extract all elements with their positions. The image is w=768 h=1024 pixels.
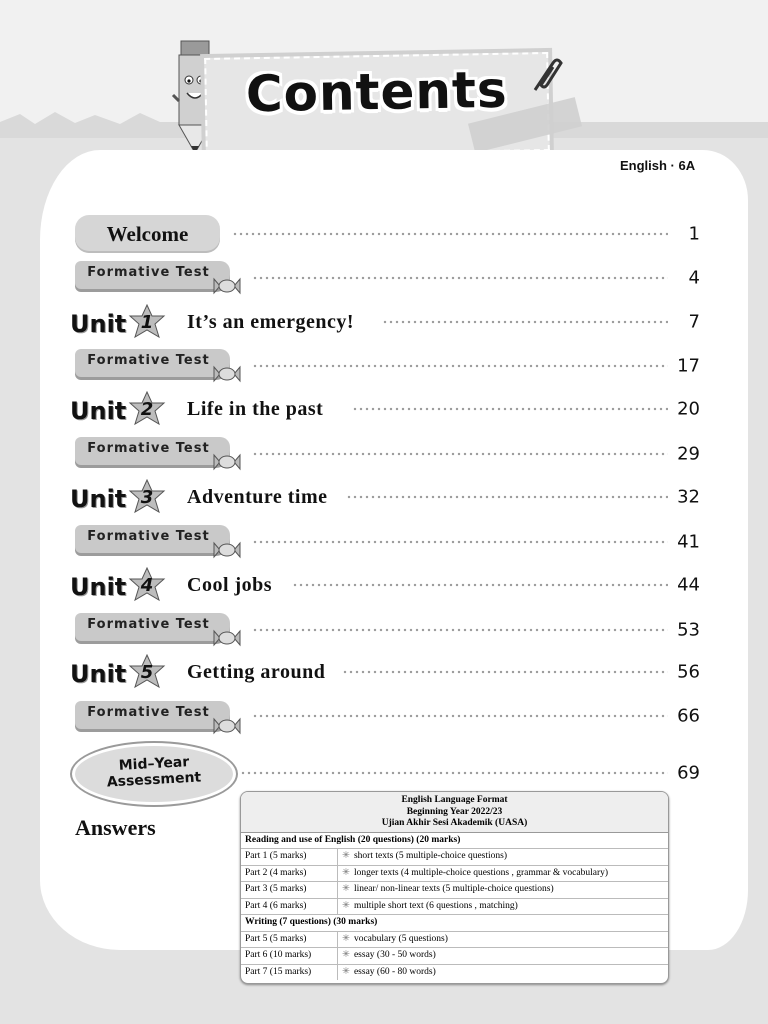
page-number: 44 (677, 574, 700, 596)
page-number: 56 (677, 661, 700, 683)
toc-row-mid-year[interactable] (0, 753, 768, 793)
page-title: Contents (245, 60, 509, 124)
table-row (241, 898, 668, 915)
dotted-leader (252, 451, 668, 457)
asterisk-icon: ✳ (342, 966, 350, 977)
toc-row-formative-test[interactable] (0, 696, 768, 736)
page-number: 4 (688, 267, 700, 289)
page-number: 1 (688, 223, 700, 245)
section-row (241, 833, 668, 849)
toc-row-welcome[interactable] (0, 214, 768, 254)
toc-row-unit-5[interactable] (0, 652, 768, 692)
format-heading (241, 792, 668, 833)
unit-title: Cool jobs (187, 574, 273, 596)
unit-title: Adventure time (187, 486, 328, 508)
book-series-label: English · 6A (620, 158, 696, 173)
table-row (241, 865, 668, 882)
asterisk-icon: ✳ (342, 851, 350, 861)
page-number: 29 (677, 443, 700, 465)
formative-test-label: Formative Test (87, 705, 210, 720)
page-number: 69 (677, 762, 700, 784)
desc-cell (338, 865, 669, 882)
page-number: 7 (688, 311, 700, 333)
toc-row-formative-test[interactable] (0, 610, 768, 650)
format-title-3: Ujian Akhir Sesi Akademik (UASA) (381, 818, 528, 828)
welcome-label: Welcome (75, 215, 220, 253)
desc-text: linear/ non-linear texts (5 multiple-choice questions) (353, 884, 554, 894)
page-number: 41 (677, 531, 700, 553)
page-number: 32 (677, 486, 700, 508)
asterisk-icon: ✳ (342, 884, 350, 894)
unit-number: 2 (140, 399, 154, 420)
part-cell: Part 4 (6 marks) (241, 898, 338, 915)
section-row (241, 915, 668, 932)
toc-row-formative-test[interactable] (0, 346, 768, 386)
table-row (241, 931, 668, 948)
unit-word: Unit (70, 573, 127, 601)
asterisk-icon: ✳ (342, 867, 350, 878)
dotted-leader (252, 363, 668, 369)
page-number: 53 (677, 619, 700, 641)
part-cell: Part 7 (15 marks) (241, 964, 338, 980)
part-cell: Part 6 (10 marks) (241, 948, 338, 965)
toc-row-unit-4[interactable] (0, 565, 768, 605)
part-cell: Part 3 (5 marks) (241, 882, 338, 899)
formative-test-label: Formative Test (87, 529, 210, 544)
formative-test-label: Formative Test (87, 441, 210, 456)
mid-year-line1: Mid–Year (118, 754, 190, 774)
mid-year-line2: Assessment (106, 769, 202, 791)
asterisk-icon: ✳ (342, 950, 350, 960)
desc-cell (338, 849, 669, 866)
section-heading: Reading and use of English (20 questions) (20 marks) (241, 833, 668, 849)
desc-text: vocabulary (5 questions) (353, 933, 448, 944)
table-row (241, 948, 668, 965)
desc-text: longer texts (4 multiple-choice questions , grammar & vocabulary) (353, 867, 609, 878)
unit-word: Unit (70, 660, 127, 688)
dotted-leader (292, 582, 668, 588)
desc-text: essay (30 - 50 words) (353, 950, 436, 960)
table-row (241, 849, 668, 866)
dotted-leader (252, 713, 668, 719)
desc-cell (338, 931, 669, 948)
page-number: 66 (677, 705, 700, 727)
desc-cell (338, 948, 669, 965)
desc-text: essay (60 - 80 words) (353, 966, 436, 977)
toc-row-unit-3[interactable] (0, 477, 768, 517)
dotted-leader (346, 494, 668, 500)
answers-label: Answers (75, 815, 156, 840)
format-table (241, 833, 668, 981)
toc-row-unit-1[interactable] (0, 302, 768, 342)
desc-text: multiple short text (6 questions , matching) (353, 900, 518, 911)
desc-cell (338, 882, 669, 899)
unit-word: Unit (70, 310, 127, 338)
dotted-leader (232, 231, 668, 237)
format-title-1: English Language Format (401, 795, 508, 805)
unit-word: Unit (70, 397, 127, 425)
toc-row-unit-2[interactable] (0, 389, 768, 429)
dotted-leader (352, 406, 668, 412)
table-row (241, 964, 668, 980)
page-number: 17 (677, 355, 700, 377)
paperclip-icon (525, 55, 565, 95)
table-row (241, 882, 668, 899)
unit-number: 4 (140, 575, 154, 596)
toc-row-formative-test[interactable] (0, 434, 768, 474)
part-cell: Part 5 (5 marks) (241, 931, 338, 948)
page-number: 20 (677, 398, 700, 420)
formative-test-label: Formative Test (87, 265, 210, 280)
english-format-table (240, 791, 669, 984)
dotted-leader (382, 319, 668, 325)
formative-test-label: Formative Test (87, 353, 210, 368)
dotted-leader (252, 539, 668, 545)
unit-title: It’s an emergency! (187, 311, 355, 333)
part-cell: Part 1 (5 marks) (241, 849, 338, 866)
desc-cell (338, 964, 669, 980)
desc-cell (338, 898, 669, 915)
format-title-2: Beginning Year 2022/23 (406, 806, 503, 817)
unit-word: Unit (70, 485, 127, 513)
unit-title: Getting around (187, 661, 326, 683)
desc-text: short texts (5 multiple-choice questions) (353, 851, 507, 861)
dotted-leader (252, 627, 668, 633)
unit-number: 3 (140, 487, 154, 508)
formative-test-label: Formative Test (87, 617, 210, 632)
unit-title: Life in the past (187, 398, 324, 420)
toc-row-formative-test[interactable] (0, 522, 768, 562)
dotted-leader (342, 669, 668, 675)
section-heading: Writing (7 questions) (30 marks) (241, 915, 668, 932)
dotted-leader (252, 275, 668, 281)
unit-number: 1 (140, 312, 154, 333)
toc-row-formative-test[interactable] (0, 258, 768, 298)
part-cell: Part 2 (4 marks) (241, 865, 338, 882)
asterisk-icon: ✳ (342, 933, 350, 944)
dotted-leader (240, 770, 668, 776)
asterisk-icon: ✳ (342, 900, 350, 911)
unit-number: 5 (140, 662, 154, 683)
